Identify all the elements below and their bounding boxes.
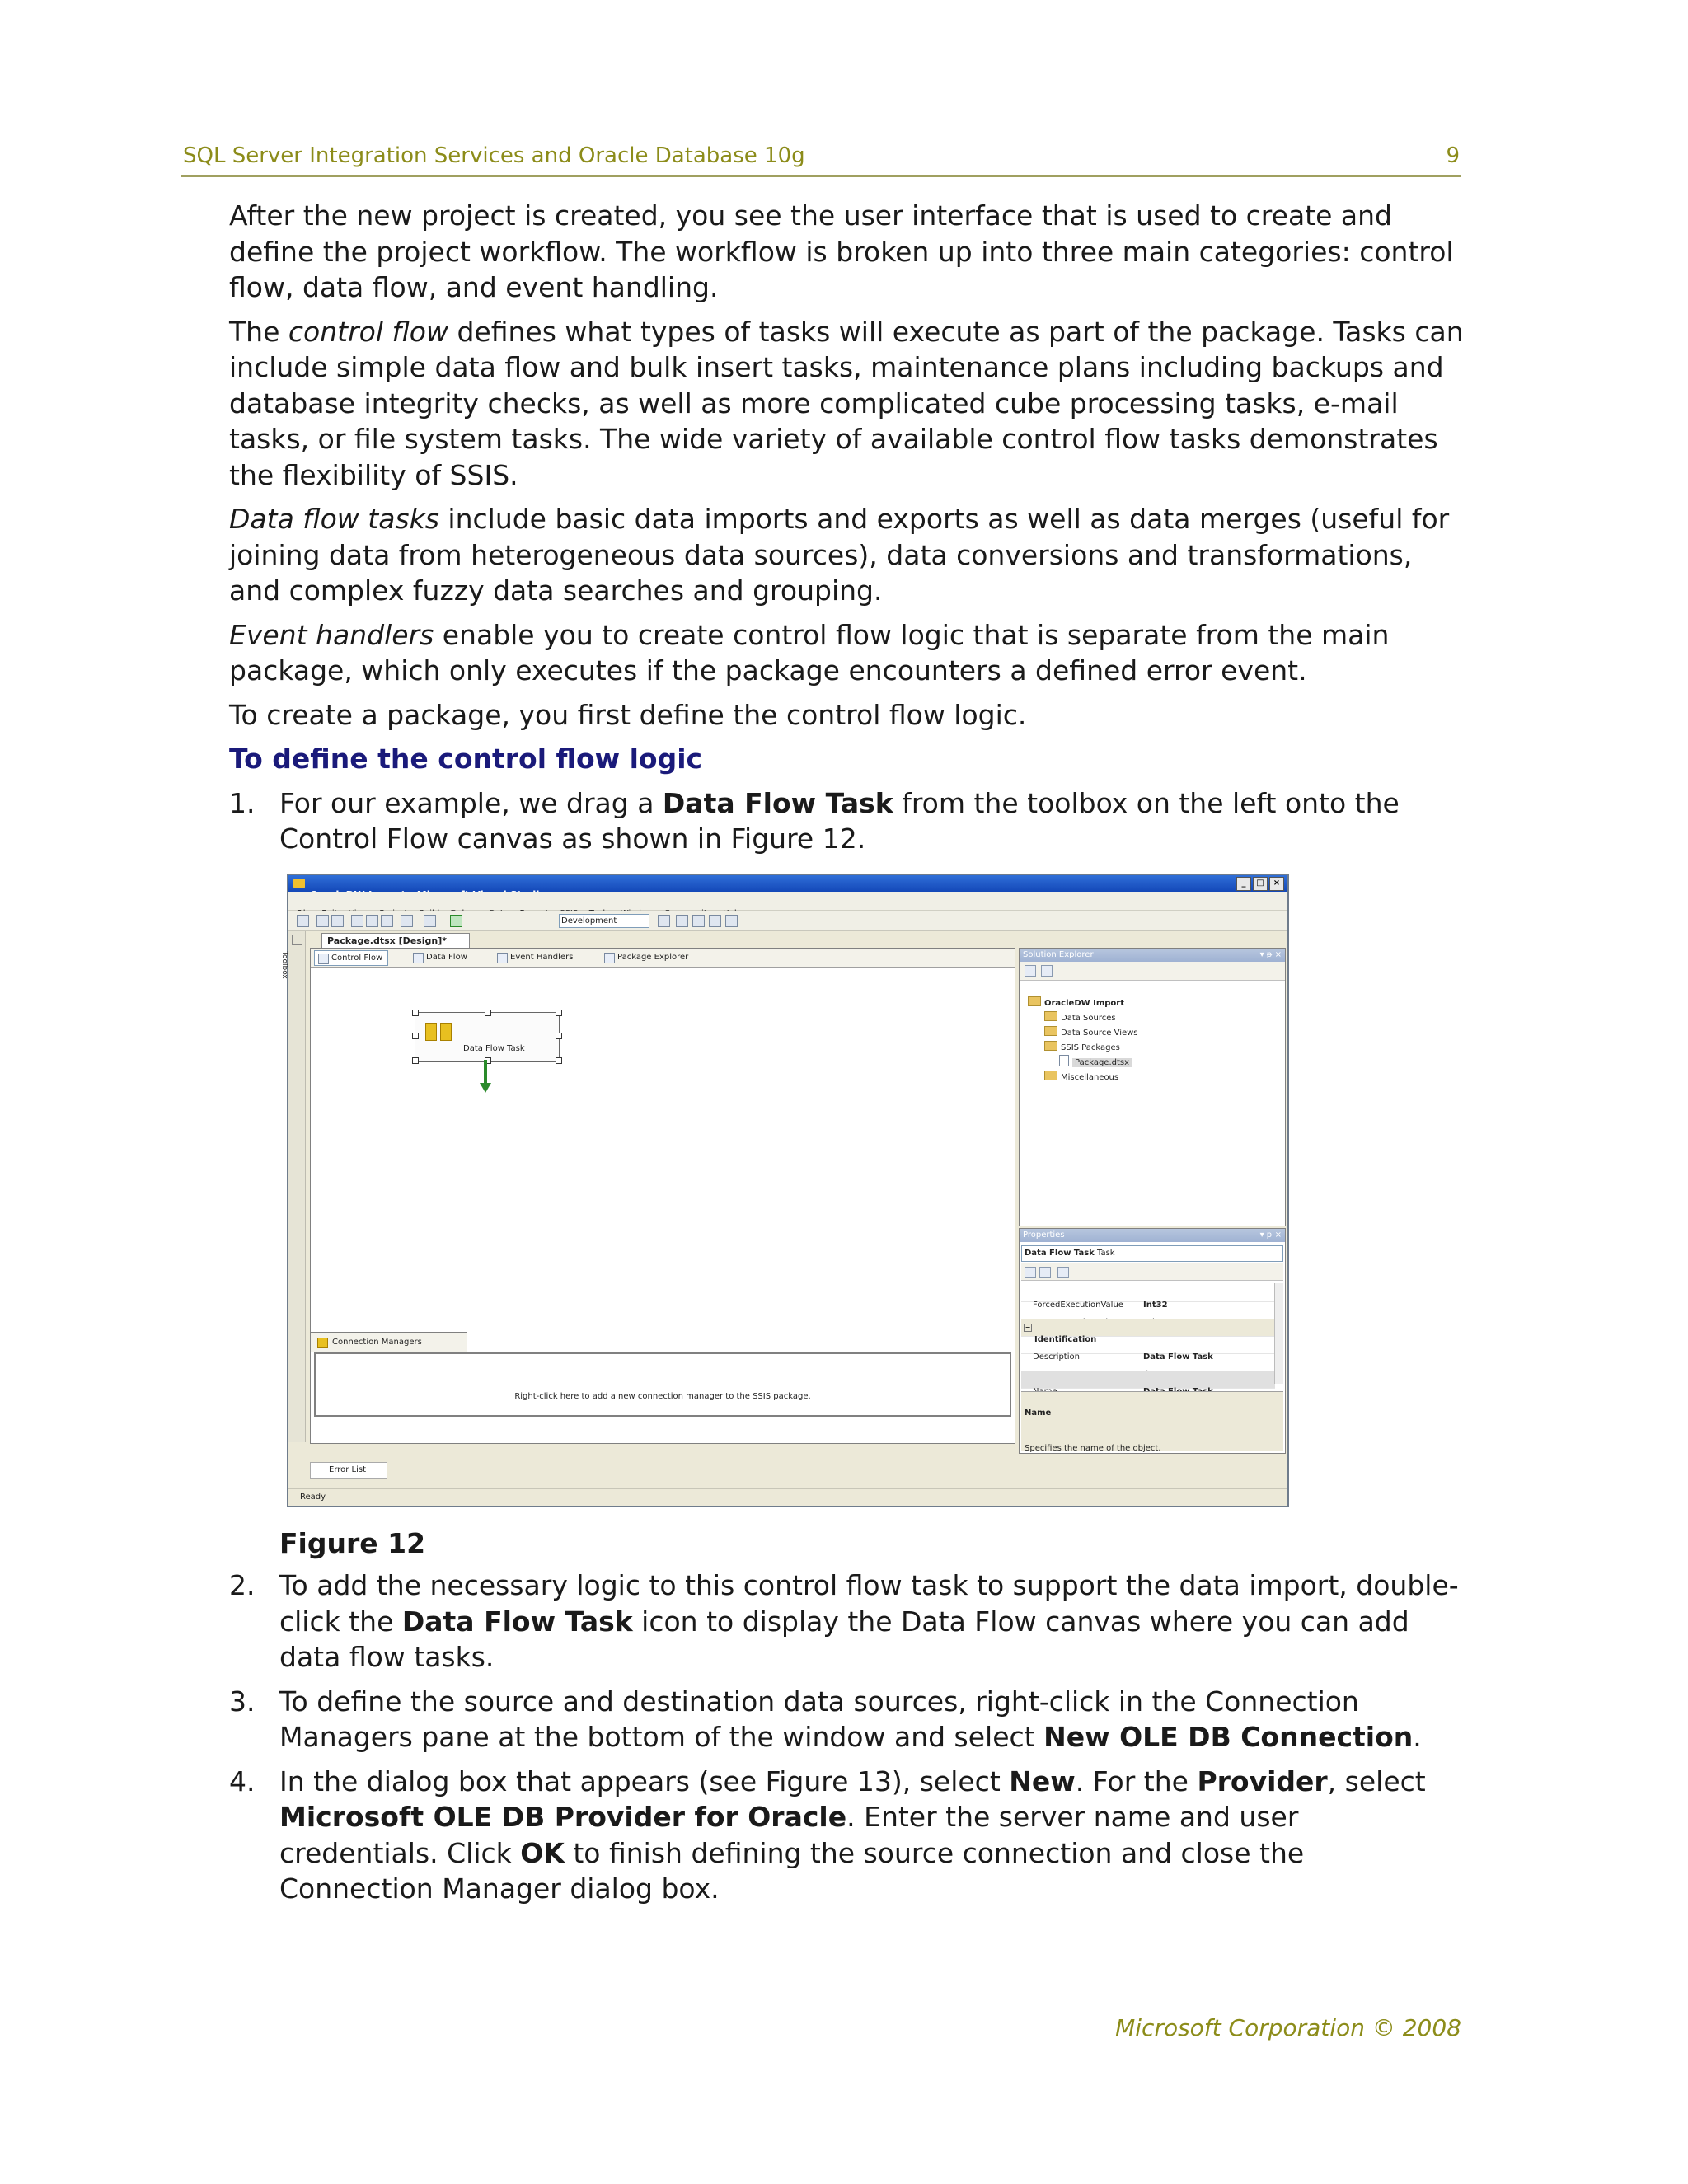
start-debugging-icon[interactable]: [450, 915, 462, 927]
tab-label: Control Flow: [331, 953, 383, 963]
cylinder-icon: [440, 1023, 452, 1041]
tree-label: SSIS Packages: [1061, 1043, 1120, 1052]
tree-label: Miscellaneous: [1061, 1072, 1119, 1082]
panel-title-text: Properties: [1023, 1230, 1065, 1240]
tab-package-explorer[interactable]: [601, 950, 693, 964]
page-footer: Microsoft Corporation © 2008: [1115, 2014, 1461, 2041]
text-span: To define the source and destination data sources, right-click in the Connection Managers pane at the bottom of the window and select: [279, 1685, 1359, 1753]
resize-handle[interactable]: [412, 1033, 419, 1039]
panel-title: [1020, 1229, 1285, 1242]
data-flow-task-icon: [425, 1023, 453, 1047]
step-2: [229, 1568, 1465, 1675]
step-4: [229, 1764, 1465, 1907]
data-flow-paragraph: [229, 501, 1465, 609]
step-number: 4.: [229, 1765, 256, 1797]
properties-object-select[interactable]: [1021, 1245, 1283, 1262]
folder-icon: [1044, 1071, 1057, 1080]
property-value: Int32: [1143, 1300, 1168, 1310]
property-scrollbar[interactable]: [1274, 1283, 1283, 1384]
solution-explorer-panel: [1019, 948, 1286, 1226]
text-span: To add the necessary logic to this control flow task to support the data import, double-click the: [279, 1569, 1459, 1638]
control-flow-paragraph: [229, 314, 1465, 494]
create-package-paragraph: To create a package, you first define the control flow logic.: [229, 698, 1027, 731]
new-project-icon[interactable]: [297, 915, 309, 927]
property-row[interactable]: [1021, 1285, 1275, 1310]
text-span: The: [229, 315, 288, 348]
tab-label: Event Handlers: [510, 952, 574, 962]
object-name: Data Flow Task: [1025, 1248, 1095, 1258]
task-label: Data Flow Task: [463, 1043, 525, 1053]
property-grid: [1021, 1285, 1275, 1389]
data-flow-icon: [413, 953, 424, 963]
tab-data-flow[interactable]: [410, 950, 472, 964]
bold-term: Data Flow Task: [401, 1605, 633, 1638]
property-key: Description: [1033, 1352, 1080, 1361]
close-button[interactable]: ×: [1269, 877, 1284, 891]
text-span: In the dialog box that appears (see Figure 13), select: [279, 1765, 1010, 1797]
bold-term: New: [1009, 1765, 1076, 1797]
properties-icon[interactable]: [1025, 965, 1036, 977]
step-3: [229, 1684, 1465, 1755]
connection-managers-pane[interactable]: [314, 1352, 1011, 1417]
resize-handle[interactable]: [556, 1010, 562, 1016]
connection-icon: [317, 1338, 328, 1348]
window-titlebar: [288, 875, 1287, 892]
resize-handle[interactable]: [556, 1033, 562, 1039]
window-controls: [1236, 877, 1284, 891]
text-span: For our example, we drag a: [279, 786, 663, 819]
bold-term: Data Flow Task: [662, 786, 893, 819]
toolbox-icon[interactable]: [709, 915, 721, 927]
solution-configuration-select[interactable]: Development: [559, 914, 649, 928]
emphasis: control flow: [288, 315, 448, 348]
folder-icon: [1044, 1041, 1057, 1051]
tree-label: Data Source Views: [1061, 1028, 1138, 1038]
text-span: defines what types of tasks will execute as part of the package. Tasks can include simple data flow and bulk insert tasks, maintenance plans including backups and database integrity checks, as well as more complicated cube processing tasks, e-mail tasks, or file system tasks. The wide variety of available control flow tasks demonstrates the flexibility of SSIS.: [229, 315, 1464, 491]
text-span: .: [1413, 1721, 1422, 1753]
page-number: 9: [1446, 143, 1460, 168]
error-list-tab[interactable]: [310, 1462, 387, 1479]
document-title: SQL Server Integration Services and Oracle Database 10g: [183, 143, 805, 168]
tab-event-handlers[interactable]: [494, 950, 578, 964]
maximize-button[interactable]: □: [1253, 877, 1268, 891]
page-header: [181, 138, 1461, 177]
description-title: Name: [1025, 1408, 1052, 1418]
step-number: 3.: [229, 1685, 256, 1718]
property-row[interactable]: [1021, 1302, 1275, 1319]
tab-label: Connection Managers: [332, 1337, 422, 1347]
property-key: ForcedExecutionValue: [1033, 1300, 1123, 1310]
designer-tabs: [311, 949, 1015, 968]
connection-managers-hint: Right-click here to add a new connection manager to the SSIS package.: [514, 1391, 811, 1401]
resize-handle[interactable]: [412, 1010, 419, 1016]
text-span: , select: [1327, 1765, 1426, 1797]
package-designer: [310, 948, 1015, 1444]
status-bar: Ready: [288, 1488, 1287, 1506]
toolbox-icon: [292, 935, 302, 945]
precedence-constraint[interactable]: [484, 1060, 487, 1085]
intro-paragraph: After the new project is created, you see the user interface that is used to create and define the project workflow. The workflow is broken up into three main categories: control flow, data flow, and event handling.: [229, 199, 1454, 303]
event-handlers-icon: [497, 953, 508, 963]
toolbox-label: Toolbox: [280, 950, 288, 979]
property-row[interactable]: [1021, 1354, 1275, 1371]
show-all-files-icon[interactable]: [1041, 965, 1053, 977]
find-icon[interactable]: [658, 915, 670, 927]
property-value: Data Flow Task: [1143, 1352, 1213, 1361]
text-span: enable you to create control flow logic that is separate from the main package, which only executes if the package encounters a defined error event.: [229, 618, 1390, 687]
properties-panel: [1019, 1228, 1286, 1454]
menu-bar: [288, 892, 1287, 911]
tab-label: Error List: [329, 1465, 367, 1474]
tree-label: OracleDW Import: [1044, 998, 1125, 1008]
cylinder-icon: [425, 1023, 437, 1041]
panel-controls[interactable]: ▾ ᵽ ×: [1259, 1230, 1282, 1240]
emphasis: Data flow tasks: [229, 503, 439, 535]
arrow-down-icon: [480, 1083, 491, 1093]
cut-icon[interactable]: [351, 915, 363, 927]
property-row[interactable]: [1021, 1337, 1275, 1361]
step-1: [229, 785, 1465, 857]
tab-label: Data Flow: [426, 952, 467, 962]
section-heading: To define the control flow logic: [229, 743, 703, 775]
data-flow-task[interactable]: [415, 1012, 560, 1062]
step-number: 1.: [229, 786, 256, 819]
property-description: [1021, 1391, 1283, 1451]
figure-caption: Figure 12: [279, 1526, 426, 1559]
bold-term: Provider: [1197, 1765, 1328, 1797]
panel-title-text: Solution Explorer: [1023, 949, 1094, 959]
resize-handle[interactable]: [412, 1057, 419, 1064]
object-type: Task: [1096, 1248, 1115, 1258]
solution-explorer-icon[interactable]: [676, 915, 688, 927]
property-category[interactable]: [1021, 1319, 1275, 1344]
control-flow-canvas[interactable]: [311, 968, 1015, 1332]
paste-icon[interactable]: [381, 915, 393, 927]
bold-term: Microsoft OLE DB Provider for Oracle: [279, 1801, 847, 1833]
project-icon: [1028, 996, 1041, 1006]
text-span: include basic data imports and exports as well as data merges (useful for joining data from heterogeneous data sources), data conversions and transformations, and complex fuzzy data searches and grouping.: [229, 503, 1450, 607]
emphasis: Event handlers: [229, 618, 434, 651]
bold-term: New OLE DB Connection: [1043, 1721, 1414, 1753]
redo-icon[interactable]: [424, 915, 436, 927]
minimize-button[interactable]: _: [1236, 877, 1251, 891]
control-flow-icon: [318, 954, 329, 964]
text-span: icon to display the Data Flow canvas where you can add data flow tasks.: [279, 1605, 1409, 1673]
tab-label: Package Explorer: [617, 952, 689, 962]
collapse-icon[interactable]: −: [1025, 1323, 1031, 1331]
tab-control-flow[interactable]: [314, 950, 388, 966]
copy-icon[interactable]: [366, 915, 378, 927]
text-span: to finish defining the source connection and close the Connection Manager dialog box.: [279, 1836, 1305, 1905]
panel-controls[interactable]: ▾ ᵽ ×: [1259, 949, 1282, 959]
save-icon[interactable]: [316, 915, 329, 927]
alphabetical-icon[interactable]: [1039, 1267, 1051, 1278]
text-span: . For the: [1075, 1765, 1198, 1797]
text-span: from the toolbox on the left onto the Control Flow canvas as shown in Figure 12.: [279, 786, 1400, 855]
properties-toolbar: [1021, 1263, 1283, 1281]
category-label: Identification: [1034, 1334, 1097, 1344]
save-all-icon[interactable]: [331, 915, 344, 927]
document-tab[interactable]: Package.dtsx [Design]*: [321, 933, 470, 948]
bold-term: OK: [520, 1836, 565, 1869]
description-text: Specifies the name of the object.: [1025, 1444, 1161, 1453]
resize-handle[interactable]: [485, 1010, 491, 1016]
app-icon: [293, 879, 305, 888]
undo-icon[interactable]: [401, 915, 413, 927]
panel-toolbar: [1020, 962, 1285, 981]
visual-studio-screenshot: [280, 874, 1289, 1507]
resize-handle[interactable]: [556, 1057, 562, 1064]
property-pages-icon[interactable]: [1057, 1267, 1069, 1278]
package-explorer-icon: [604, 953, 615, 963]
categorized-icon[interactable]: [1025, 1267, 1036, 1278]
connection-managers-tab[interactable]: [311, 1332, 467, 1352]
event-handlers-paragraph: [229, 617, 1465, 689]
object-browser-icon[interactable]: [725, 915, 738, 927]
tree-label: Data Sources: [1061, 1013, 1116, 1023]
tree-item[interactable]: [1044, 1060, 1118, 1096]
tree-label: Package.dtsx: [1072, 1058, 1132, 1067]
standard-toolbar: [288, 911, 1287, 931]
text-span: . Enter the server name and user credentials. Click: [279, 1801, 1299, 1869]
property-row-selected[interactable]: [1021, 1371, 1275, 1389]
document-body: [229, 198, 1465, 1915]
panel-title: [1020, 949, 1285, 962]
step-number: 2.: [229, 1569, 256, 1601]
toolbox-strip[interactable]: [280, 931, 306, 1442]
properties-icon[interactable]: [692, 915, 705, 927]
